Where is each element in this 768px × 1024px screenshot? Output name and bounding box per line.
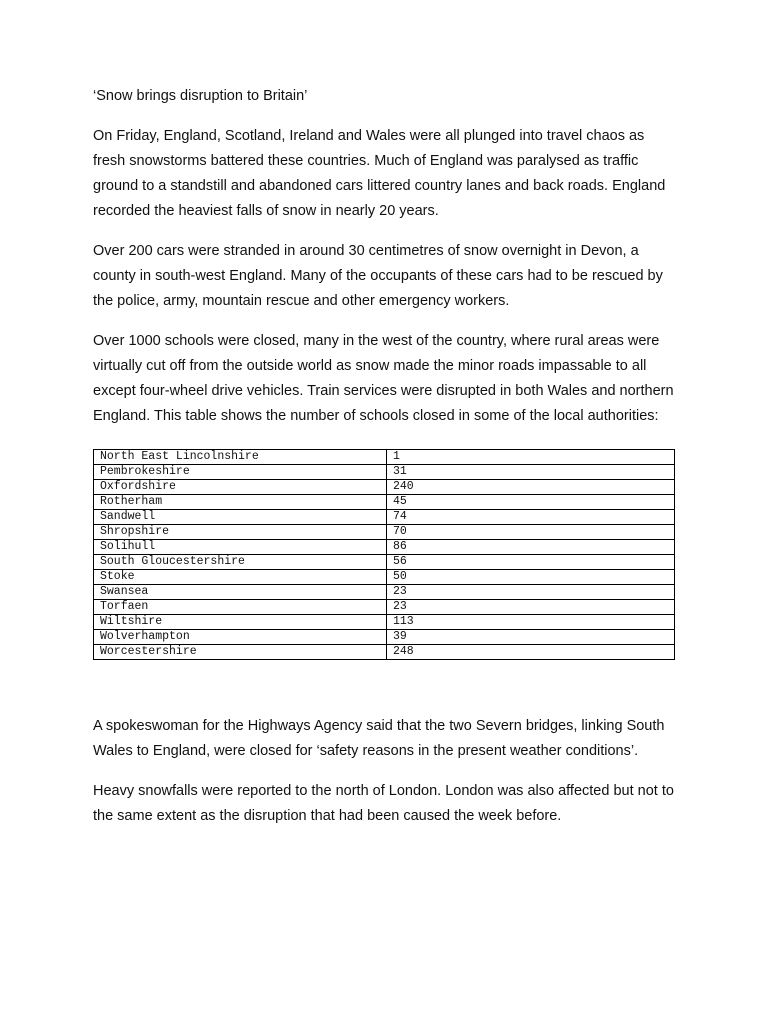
schools-closed-count-cell: 74 — [387, 510, 675, 525]
document-title: ‘Snow brings disruption to Britain’ — [93, 88, 308, 104]
authority-name-cell: Shropshire — [94, 525, 387, 540]
schools-closed-count-cell: 70 — [387, 525, 675, 540]
table-row — [94, 555, 675, 570]
paragraph-travel-chaos: On Friday, England, Scotland, Ireland and Wales were all plunged into travel chaos as fresh snowstorms battered these countries. Much of England was paralysed as traffic ground to a standstill and abandoned cars littered country lanes and back roads. England recorded the heaviest falls of snow in nearly 20 years. — [93, 128, 666, 219]
authority-name-cell: Pembrokeshire — [94, 465, 387, 480]
paragraph-devon-cars: Over 200 cars were stranded in around 30 centimetres of snow overnight in Devon, a county in south-west England. Many of the occupants of these cars had to be rescued by the police, army, mountain rescue and other emergency workers. — [93, 243, 663, 309]
authority-name-cell: South Gloucestershire — [94, 555, 387, 570]
schools-closed-table-wrapper — [93, 449, 678, 660]
authority-name-cell: Wiltshire — [94, 615, 387, 630]
table-row — [94, 450, 675, 465]
schools-closed-count-cell: 240 — [387, 480, 675, 495]
schools-closed-count-cell: 248 — [387, 645, 675, 660]
schools-closed-count-cell: 1 — [387, 450, 675, 465]
authority-name-cell: Stoke — [94, 570, 387, 585]
schools-closed-count-cell: 39 — [387, 630, 675, 645]
authority-name-cell: Torfaen — [94, 600, 387, 615]
table-row — [94, 600, 675, 615]
table-row — [94, 510, 675, 525]
table-row — [94, 525, 675, 540]
authority-name-cell: Sandwell — [94, 510, 387, 525]
table-row — [94, 570, 675, 585]
paragraph-schools-closed: Over 1000 schools were closed, many in the west of the country, where rural areas were virtually cut off from the outside world as snow made the minor roads impassable to all except four-wheel drive vehicles. Train services were disrupted in both Wales and northern England. This table shows the number of schools closed in some of the local authorities: — [93, 333, 674, 424]
authority-name-cell: Rotherham — [94, 495, 387, 510]
table-row — [94, 645, 675, 660]
document-page — [93, 84, 678, 844]
schools-closed-count-cell: 86 — [387, 540, 675, 555]
table-row — [94, 480, 675, 495]
authority-name-cell: Swansea — [94, 585, 387, 600]
table-row — [94, 585, 675, 600]
table-row — [94, 630, 675, 645]
schools-closed-count-cell: 113 — [387, 615, 675, 630]
table-row — [94, 465, 675, 480]
table-row — [94, 495, 675, 510]
schools-closed-count-cell: 23 — [387, 585, 675, 600]
paragraph-severn-bridges: A spokeswoman for the Highways Agency said that the two Severn bridges, linking South Wales to England, were closed for ‘safety reasons in the present weather conditions’. — [93, 718, 665, 759]
schools-closed-table — [93, 449, 675, 660]
schools-closed-count-cell: 31 — [387, 465, 675, 480]
schools-closed-count-cell: 50 — [387, 570, 675, 585]
schools-closed-count-cell: 56 — [387, 555, 675, 570]
schools-closed-table-body — [94, 450, 675, 660]
paragraph-london-snowfall: Heavy snowfalls were reported to the north of London. London was also affected but not to the same extent as the disruption that had been caused the week before. — [93, 783, 674, 824]
authority-name-cell: Oxfordshire — [94, 480, 387, 495]
table-row — [94, 615, 675, 630]
schools-closed-count-cell: 23 — [387, 600, 675, 615]
authority-name-cell: Solihull — [94, 540, 387, 555]
authority-name-cell: Worcestershire — [94, 645, 387, 660]
schools-closed-count-cell: 45 — [387, 495, 675, 510]
table-row — [94, 540, 675, 555]
authority-name-cell: North East Lincolnshire — [94, 450, 387, 465]
authority-name-cell: Wolverhampton — [94, 630, 387, 645]
